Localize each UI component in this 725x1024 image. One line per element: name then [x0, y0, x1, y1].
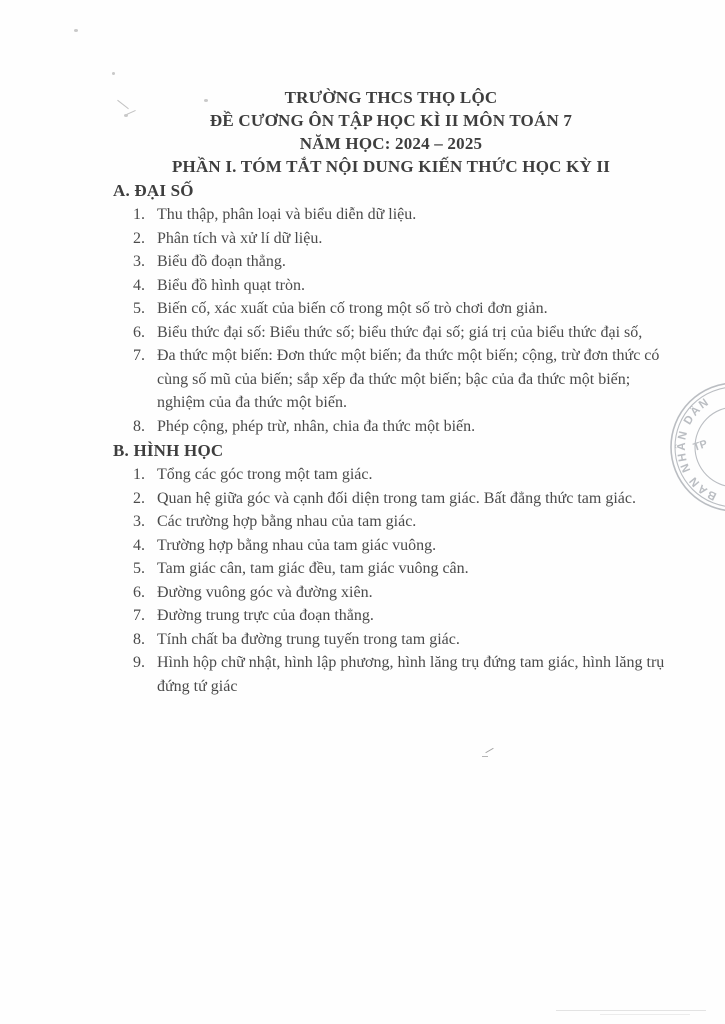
list-item-number: 1. [133, 466, 145, 483]
list-item [133, 344, 669, 415]
part-title: PHẦN I. TÓM TẮT NỘI DUNG KIẾN THỨC HỌC KỲ II [171, 157, 611, 176]
list-item-text: Các trường hợp bằng nhau của tam giác. [157, 513, 417, 530]
list-item-text: Tính chất ba đường trung tuyến trong tam giác. [157, 630, 460, 648]
list-item [133, 250, 669, 274]
list-item [133, 227, 669, 251]
list-item-number: 8. [133, 630, 145, 648]
list-item-number: 3. [133, 513, 145, 530]
list-item-number: 9. [133, 654, 145, 671]
list-item-text: Biểu đồ hình quạt tròn. [157, 276, 305, 294]
list-item-text: Biểu đồ đoạn thẳng. [157, 253, 286, 270]
list-item-text: Biến cố, xác xuất của biến cố trong một số trò chơi đơn giản. [157, 300, 548, 317]
geometry-topic-list [113, 463, 669, 698]
list-item-number: 4. [133, 536, 145, 554]
list-item-number: 7. [133, 607, 145, 624]
list-item-number: 5. [133, 300, 145, 317]
list-item-text: Quan hệ giữa góc và cạnh đối diện trong tam giác. Bất đẳng thức tam giác. [157, 489, 636, 507]
stamp-arc-text: BAN NHÂN DÂN [675, 395, 719, 503]
list-item-text: Trường hợp bằng nhau của tam giác vuông. [157, 536, 437, 554]
list-item-number: 6. [133, 323, 145, 341]
document-content [113, 86, 669, 698]
list-item-text: Tổng các góc trong một tam giác. [157, 466, 373, 483]
list-item-number: 7. [133, 347, 145, 364]
algebra-topic-list [113, 203, 669, 438]
list-item-number: 4. [133, 276, 145, 294]
list-item [133, 203, 669, 227]
scan-artifact [74, 29, 78, 32]
scan-artifact [482, 756, 488, 757]
scan-artifact [600, 1014, 690, 1015]
stamp-outer-ring [671, 383, 725, 511]
list-item [133, 297, 669, 321]
list-item [133, 628, 669, 652]
list-item-number: 2. [133, 229, 145, 247]
list-item [133, 487, 669, 511]
stamp-second-ring [675, 387, 725, 507]
scan-artifact [112, 72, 115, 75]
stamp-inner-ring [695, 407, 725, 487]
list-item [133, 651, 669, 698]
scan-artifact [485, 748, 493, 753]
list-item-number: 8. [133, 417, 145, 435]
list-item [133, 510, 669, 534]
stamp-center-text: TP [691, 438, 709, 454]
school-year: NĂM HỌC: 2024 – 2025 [299, 134, 483, 153]
list-item-number: 3. [133, 253, 145, 270]
list-item-number: 2. [133, 489, 145, 507]
list-item [133, 557, 669, 581]
scan-artifact [556, 1010, 706, 1011]
list-item [133, 604, 669, 628]
document-header [113, 86, 669, 178]
list-item-text: Thu thập, phân loại và biểu diễn dữ liệu. [157, 206, 417, 223]
list-item-text: Đường vuông góc và đường xiên. [157, 583, 373, 601]
list-item [133, 415, 669, 439]
list-item-number: 6. [133, 583, 145, 601]
list-item-text: Đa thức một biến: Đơn thức một biến; đa thức một biến; cộng, trừ đơn thức có cùng số mũ của biến; sắp xếp đa thức một biến; bậc của đa thức một biến; nghiệm của đa thức một biến. [157, 347, 660, 411]
list-item [133, 463, 669, 487]
list-item [133, 534, 669, 558]
school-name: TRƯỜNG THCS THỌ LỘC [284, 88, 498, 107]
list-item [133, 321, 669, 345]
list-item-number: 1. [133, 206, 145, 223]
section-heading-algebra: A. ĐẠI SỐ [113, 181, 194, 200]
list-item-text: Hình hộp chữ nhật, hình lập phương, hình lăng trụ đứng tam giác, hình lăng trụ đứng tứ giác [157, 654, 665, 695]
section-heading-geometry: B. HÌNH HỌC [113, 441, 224, 460]
list-item-number: 5. [133, 560, 145, 577]
doc-title: ĐỀ CƯƠNG ÔN TẬP HỌC KÌ II MÔN TOÁN 7 [209, 111, 573, 130]
list-item-text: Tam giác cân, tam giác đều, tam giác vuông cân. [157, 560, 469, 577]
list-item-text: Biểu thức đại số: Biểu thức số; biểu thức đại số; giá trị của biểu thức đại số, [157, 323, 643, 341]
list-item-text: Đường trung trực của đoạn thẳng. [157, 607, 374, 624]
list-item [133, 274, 669, 298]
list-item-text: Phân tích và xử lí dữ liệu. [157, 229, 323, 247]
list-item [133, 581, 669, 605]
list-item-text: Phép cộng, phép trừ, nhân, chia đa thức một biến. [157, 417, 476, 435]
